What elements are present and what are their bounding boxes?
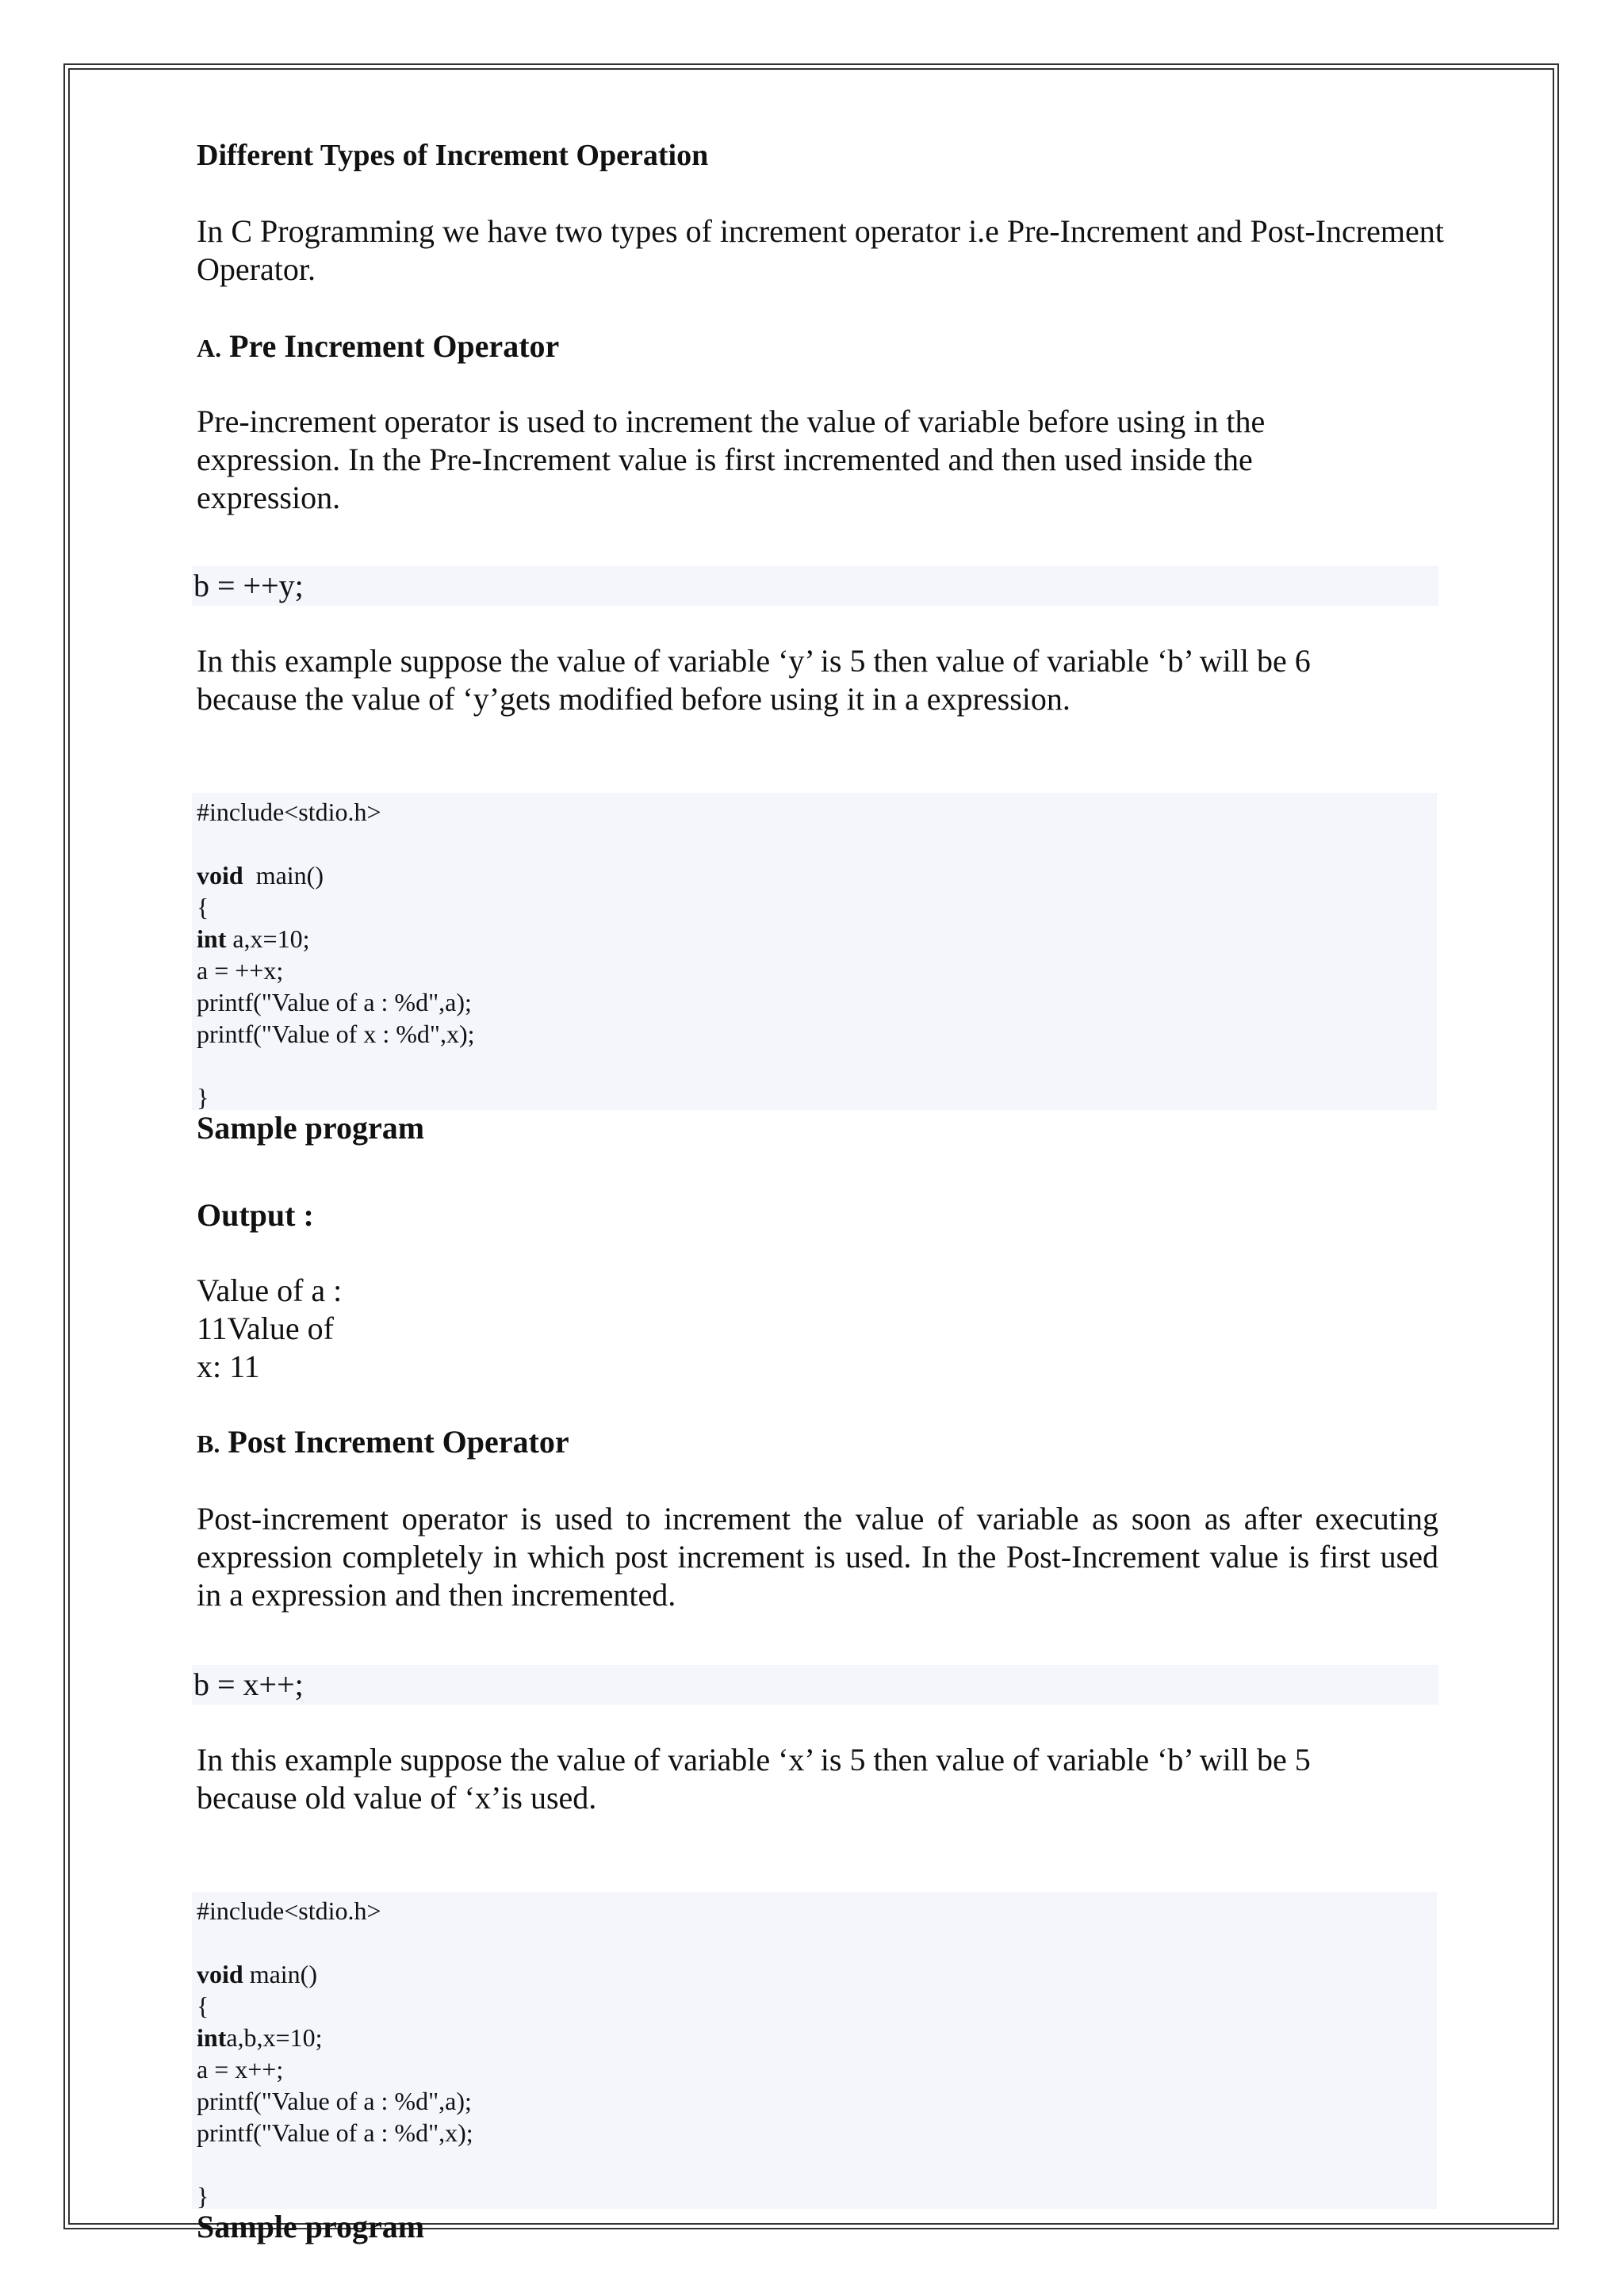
- pre-sample-caption: Sample program: [197, 1110, 425, 1146]
- code-decl-rest: a,x=10;: [226, 924, 310, 953]
- code-line-print-x: printf("Value of x : %d",x);: [197, 1020, 475, 1048]
- code-line-close-brace: }: [197, 2182, 209, 2210]
- code-line-main: [192, 1958, 1437, 1990]
- output-line: Value of a :: [197, 1272, 343, 1308]
- code-main-rest: main(): [243, 861, 324, 890]
- pre-snippet-text: b = ++y;: [193, 568, 304, 603]
- code-line-open-brace: {: [197, 893, 209, 921]
- intro-paragraph: In C Programming we have two types of increment operator i.e Pre-Increment and Post-Increment Operator.: [197, 213, 1444, 287]
- post-increment-snippet: [192, 1665, 1438, 1705]
- code-line-print-a: printf("Value of a : %d",a);: [197, 988, 472, 1016]
- output-line: 11Value of: [197, 1311, 334, 1346]
- pre-increment-description: Pre-increment operator is used to increment the value of variable before using in the expression. In the Pre-Increment value is first incremented and then used inside the expression.: [197, 404, 1266, 515]
- code-line-assign: a = ++x;: [197, 956, 284, 985]
- pre-increment-example: In this example suppose the value of variable ‘y’ is 5 then value of variable ‘b’ will be 6 because the value of ‘y’gets modified before using it in a expression.: [197, 643, 1311, 717]
- page-title: Different Types of Increment Operation: [197, 139, 709, 172]
- output-line: x: 11: [197, 1349, 260, 1384]
- post-sample-caption: Sample program: [197, 2209, 425, 2244]
- code-line-include: #include<stdio.h>: [197, 1896, 381, 1925]
- pre-increment-snippet: [192, 566, 1438, 606]
- code-line-include: #include<stdio.h>: [197, 798, 381, 826]
- output-block: [197, 1272, 342, 1386]
- output-label: Output :: [197, 1197, 314, 1233]
- code-line-main: [192, 859, 1437, 891]
- code-line-declaration: [192, 2022, 1437, 2053]
- keyword-void: void: [197, 861, 243, 890]
- code-line-open-brace: {: [197, 1992, 209, 2020]
- post-increment-heading: [197, 1422, 569, 1464]
- post-increment-heading-text: Post Increment Operator: [228, 1424, 569, 1460]
- code-line-declaration: [192, 923, 1437, 955]
- code-line-print-a: printf("Value of a : %d",a);: [197, 2087, 472, 2115]
- pre-increment-heading-text: Pre Increment Operator: [229, 328, 560, 364]
- section-letter-a: A.: [197, 334, 222, 362]
- code-line-assign: a = x++;: [197, 2055, 284, 2084]
- code-decl-rest: a,b,x=10;: [226, 2023, 323, 2052]
- code-main-rest: main(): [243, 1960, 317, 1988]
- post-increment-example: In this example suppose the value of variable ‘x’ is 5 then value of variable ‘b’ will be 5 because old value of ‘x’is used.: [197, 1742, 1311, 1816]
- keyword-int: int: [197, 2023, 227, 2052]
- post-snippet-text: b = x++;: [193, 1667, 304, 1702]
- section-letter-b: B.: [197, 1429, 220, 1458]
- keyword-void: void: [197, 1960, 243, 1988]
- keyword-int: int: [197, 924, 227, 953]
- post-code-block: [192, 1892, 1437, 2209]
- code-line-print-x: printf("Value of a : %d",x);: [197, 2118, 473, 2147]
- pre-increment-heading: [197, 327, 559, 368]
- code-line-close-brace: }: [197, 1083, 209, 1112]
- pre-code-block: [192, 793, 1437, 1110]
- post-increment-description: Post-increment operator is used to increment the value of variable as soon as after executing expression completely in which post increment is used. In the Post-Increment value is first used in a expression and then incremented.: [197, 1501, 1438, 1613]
